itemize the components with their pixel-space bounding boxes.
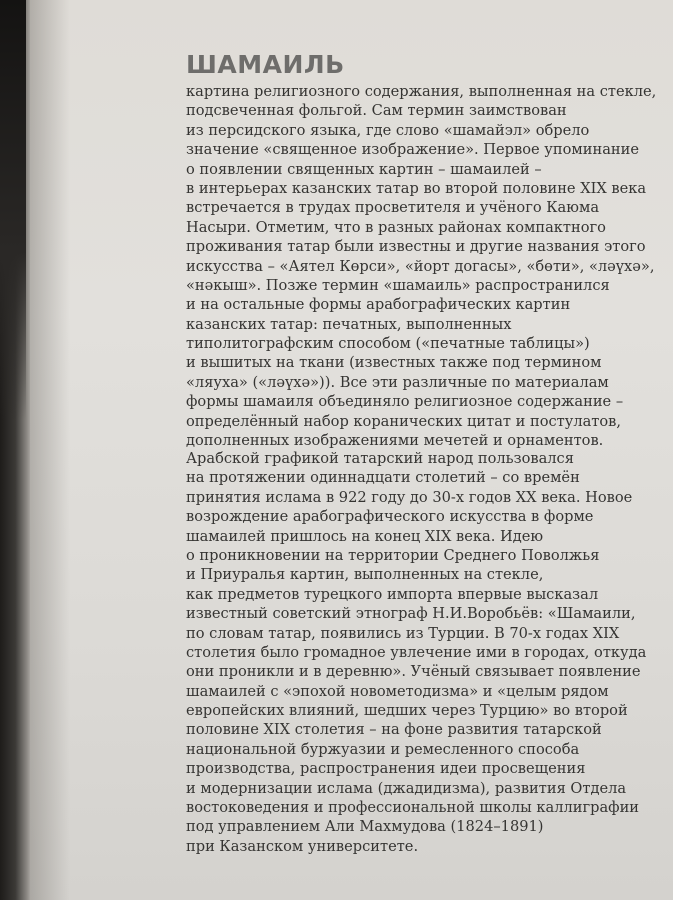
text-line: шамаилей с «эпохой новометодизма» и «целым рядом [186,682,609,700]
text-line: по словам татар, появились из Турции. В 70-х годах XIX [186,624,620,642]
text-line: типолитографским способом («печатные таблицы») [186,335,590,353]
text-line: искусства – «Аятел Көрси», «йорт догасы», «бөти», «ләүхә», [186,257,655,275]
text-line: в интерьерах казанских татар во второй половине XIX века [186,179,647,197]
text-line: и на остальные формы арабографических картин [186,296,571,314]
text-line: возрождение арабографического искусства в форме [186,508,594,526]
text-line: шамаилей пришлось на конец XIX века. Идею [186,527,544,545]
text-line: они проникли и в деревню». Учёный связывает появление [186,663,641,681]
text-line: казанских татар: печатных, выполненных [186,315,512,333]
text-line: «ляуха» («ләүхә»)). Все эти различные по материалам [186,373,609,391]
text-line: под управлением Али Махмудова (1824–1891) [186,818,544,836]
paragraph-2 [186,449,656,856]
text-line: и модернизации ислама (джадидизма), развития Отдела [186,779,627,797]
text-line: и Приуралья картин, выполненных на стекле, [186,566,544,584]
text-line: определённый набор коранических цитат и постулатов, [186,412,622,430]
text-line: на протяжении одиннадцати столетий – со времён [186,469,580,487]
text-line: проживания татар были известны и другие названия этого [186,238,646,256]
text-line: о появлении священных картин – шамаилей – [186,160,542,178]
text-line: «нәкыш». Позже термин «шамаиль» распространился [186,276,610,294]
text-line: значение «священное изображение». Первое упоминание [186,141,639,159]
text-line: половине XIX столетия – на фоне развития татарской [186,721,602,739]
text-line: известный советский этнограф Н.И.Воробьёв: «Шамаили, [186,605,636,623]
text-line: и вышитых на ткани (известных также под термином [186,354,602,372]
text-line: национальной буржуазии и ремесленного способа [186,740,580,758]
text-line: европейских влияний, шедших через Турцию» во второй [186,702,628,720]
text-line: подсвеченная фольгой. Сам термин заимствован [186,102,567,120]
panel-edge-shade [30,0,70,900]
text-line: картина религиозного содержания, выполненная на стекле, [186,83,657,100]
text-line: столетия было громадное увлечение ими в городах, откуда [186,643,647,661]
text-line: при Казанском университете. [186,837,419,855]
text-line: востоковедения и профессиональной школы каллиграфии [186,799,640,817]
paragraph-1 [186,82,656,450]
text-line: Арабской графикой татарский народ пользовался [186,450,574,467]
text-line: о проникновении на территории Среднего Поволжья [186,546,600,564]
panel-title: ШАМАИЛЬ [186,50,345,79]
text-line: встречается в трудах просветителя и учёного Каюма [186,199,600,217]
text-line: из персидского языка, где слово «шамайэл» обрело [186,121,590,139]
text-line: формы шамаиля объединяло религиозное содержание – [186,393,624,411]
top-left-dark-corner [0,0,26,420]
text-line: как предметов турецкого импорта впервые высказал [186,585,599,603]
text-line: принятия ислама в 922 году до 30-х годов XX века. Новое [186,488,633,506]
text-line: производства, распространения идеи просвещения [186,760,586,778]
text-line: дополненных изображениями мечетей и орнаментов. [186,432,604,450]
text-line: Насыри. Отметим, что в разных районах компактного [186,218,606,236]
